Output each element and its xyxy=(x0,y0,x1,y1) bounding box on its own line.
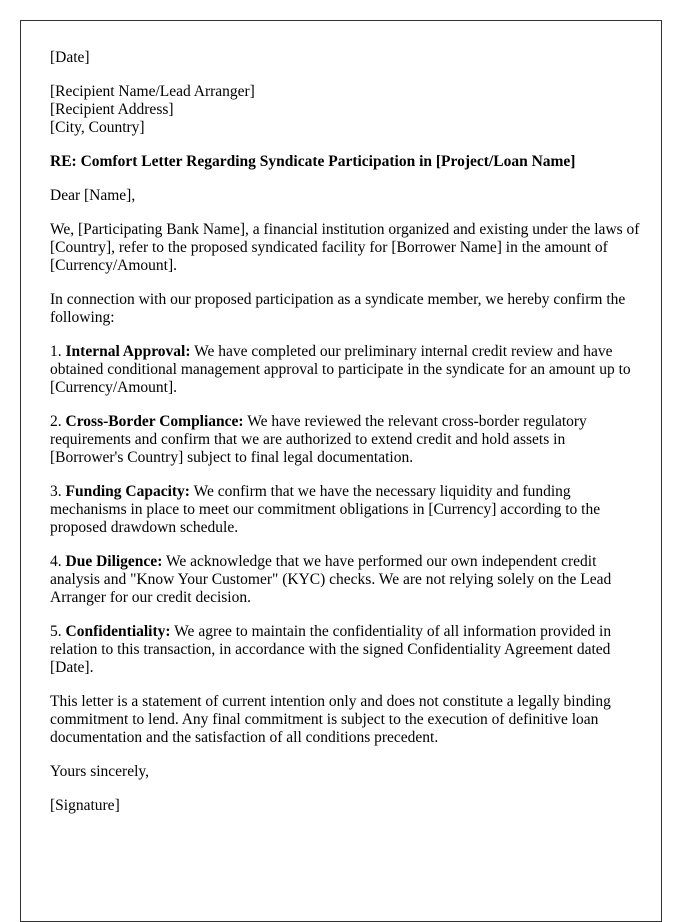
intro-paragraph: We, [Participating Bank Name], a financial institution organized and existing under the laws of [Country], refer to the proposed syndicated facility for [Borrower Name] in the amount of [Currency/Amount]. xyxy=(50,221,640,274)
item-heading: Funding Capacity: xyxy=(65,483,190,500)
item-text: We have reviewed the relevant cross-border regulatory requirements and confirm that we are authorized to extend credit and hold assets in [Borrower's Country] subject to final legal documentation. xyxy=(50,413,587,466)
item-number: 2. xyxy=(50,413,62,430)
item-number: 3. xyxy=(50,483,62,500)
item-number: 4. xyxy=(50,553,62,570)
item-heading: Internal Approval: xyxy=(65,343,191,360)
subject-text: RE: Comfort Letter Regarding Syndicate Participation in [Project/Loan Name] xyxy=(50,153,576,170)
letter-page xyxy=(20,20,662,922)
disclaimer-paragraph: This letter is a statement of current intention only and does not constitute a legally binding commitment to lend. Any final commitment is subject to the execution of definitive loan documentation and the satisfaction of all conditions precedent. xyxy=(50,693,611,746)
item-text: We agree to maintain the confidentiality of all information provided in relation to this transaction, in accordance with the signed Confidentiality Agreement dated [Date]. xyxy=(50,623,612,676)
confirmation-item xyxy=(50,343,640,397)
confirmation-item xyxy=(50,553,640,607)
closing: Yours sincerely, xyxy=(50,763,150,780)
item-text: We confirm that we have the necessary liquidity and funding mechanisms in place to meet our commitment obligations in [Currency] according to the proposed drawdown schedule. xyxy=(50,483,601,536)
item-number: 1. xyxy=(50,343,62,360)
letter-body xyxy=(50,49,640,831)
recipient-address: [Recipient Address] xyxy=(50,101,174,118)
subject-line xyxy=(50,153,640,171)
item-heading: Cross-Border Compliance: xyxy=(65,413,244,430)
salutation: Dear [Name], xyxy=(50,187,136,204)
document-viewport xyxy=(20,20,662,814)
confirmation-item xyxy=(50,483,640,537)
confirmation-item xyxy=(50,413,640,467)
item-text: We acknowledge that we have performed our own independent credit analysis and "Know Your Customer" (KYC) checks. We are not relying solely on the Lead Arranger for our credit decision. xyxy=(50,553,612,606)
signature-placeholder: [Signature] xyxy=(50,797,120,814)
letter-date: [Date] xyxy=(50,49,90,66)
item-text: We have completed our preliminary internal credit review and have obtained conditional management approval to participate in the syndicate for an amount up to [Currency/Amount]. xyxy=(50,343,631,396)
item-heading: Due Diligence: xyxy=(65,553,163,570)
recipient-block xyxy=(50,83,640,137)
item-number: 5. xyxy=(50,623,62,640)
lead-in-paragraph: In connection with our proposed participation as a syndicate member, we hereby confirm the following: xyxy=(50,291,626,326)
confirmation-item xyxy=(50,623,640,677)
item-heading: Confidentiality: xyxy=(65,623,171,640)
recipient-name: [Recipient Name/Lead Arranger] xyxy=(50,83,255,100)
recipient-city-country: [City, Country] xyxy=(50,119,145,136)
